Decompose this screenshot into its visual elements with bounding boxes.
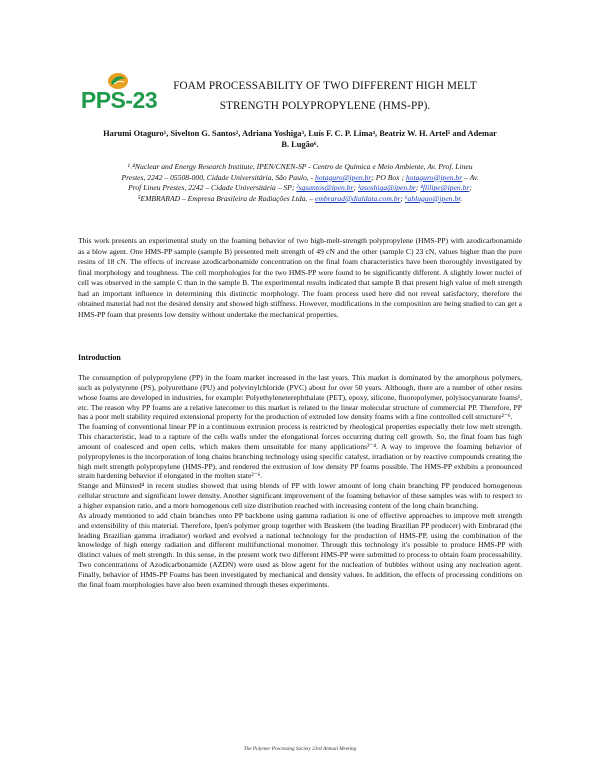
paper-title (160, 76, 490, 116)
email-link[interactable]: hotaguro@ipen.br (315, 172, 372, 182)
email-link[interactable]: ³asoshiga@ipen.br (357, 183, 416, 193)
email-link[interactable]: ⁴flilipe@ipen.br (420, 183, 470, 193)
section-heading-introduction: Introduction (78, 353, 121, 362)
authors-line-1: Harumi Otaguro¹, Sivelton G. Santos², Adriana Yoshiga³, Luís F. C. P. Lima⁴, Beatriz W. H. Artel⁵ and Ademar (103, 129, 497, 138)
affiliation-line-2 (95, 173, 505, 184)
email-link[interactable]: ²sgsantos@ipen.br (296, 183, 354, 193)
affiliation-text: . (460, 193, 463, 203)
authors-line-2: B. Lugão⁶. (281, 140, 319, 149)
introduction-body (78, 373, 522, 590)
email-link[interactable]: hotaguro@ipen.br (405, 172, 463, 182)
affiliation-text: ; (469, 183, 472, 193)
logo-text: PPS-23 (80, 87, 158, 113)
affiliation-line-3 (95, 183, 505, 194)
title-line-2: STRENGTH POLYPROPYLENE (HMS-PP). (219, 100, 431, 112)
intro-paragraph-2: The foaming of conventional linear PP in a continuous extrusion process is restricted by rheological properties especially their low melt strength. This characteristic, lead to a rapture of the cells walls under the elongational forces occurring during cell growth. So, the final foam has high amount of coalesced and open cells, which makes them unsuitable for many applications²⁻⁴. A way to improve the foaming behavior of polypropylenes is the incorporation of long chains branching technology using specific catalyst, irradiation or by reactive compounds creating the high melt strength polypropylene (HMS-PP), and rendered the extrusion of low density PP foams possible. The HMS-PP exhibits a pronounced strain hardening behavior if elongated in the molten state²⁻⁶. (78, 422, 522, 481)
affiliation-line-1: ¹˒⁴Nuclear and Energy Research Institute, IPEN/CNEN-SP - Centro de Química e Meio Ambiente, Av. Prof. Lineu (127, 162, 473, 171)
affiliation-text: ⁵EMBRARAD – Empresa Brasileira de Radiações Ltda. – (137, 193, 315, 203)
affiliation-text: Prof Lineu Prestes, 2242 – Cidade Universitária – SP; (128, 183, 297, 193)
title-line-1: FOAM PROCESSABILITY OF TWO DIFFERENT HIGH MELT (173, 80, 477, 92)
conference-logo (79, 72, 159, 118)
email-link[interactable]: ⁶ablugao@ipen.br (404, 193, 461, 203)
affiliation-text: Prestes, 2242 – 05508-000, Cidade Universitária, São Paulo, - (121, 172, 315, 182)
affiliation-text: ; (415, 183, 421, 193)
affiliation-line-4 (95, 194, 505, 205)
intro-paragraph-4: As already mentioned to add chain branches onto PP backbone using gamma radiation is one of effective approaches to improve melt strength and extensibility of this material. Therefore, Ipen's polymer group together with Braskem (the leading Brazilian PP producer) with Embrarad (the leading Brazilian gamma irradiator) worked and evolved a national technology for the production of HMS-PP, using the combination of the knowledge of high energy radiation and different multifunctional monomer. Through this technology it's possible to produce HMS-PP with distinct values of melt strength. In this sense, in the present work two different HMS-PP were submitted to process to obtain foam processability. Two concentrations of Azodicarbonamide (AZDN) were used as blow agent for the nucleation of bubbles without using any nucleation agent. Finally, behavior of HMS-PP Foams has been investigated by mechanical and density values. In addition, the effects of processing conditions on the final foam morphologies have also been examined through theses experiments. (78, 510, 522, 589)
affiliation-text: ; (353, 183, 358, 193)
page-footer: The Polymer Processing Society 23rd Annual Meeting (243, 746, 357, 752)
affiliation-text: ; (400, 193, 405, 203)
affiliations (95, 162, 505, 204)
intro-paragraph-1: The consumption of polypropylene (PP) in the foam market increased in the last years. This market is dominated by the amorphous polymers, such as polystyrene (PS), polyurethane (PU) and polyvinylchloride (PVC) about for over 50 years. Although, there are a number of other resins whose foams are developed in industries, for example: Polyethyleneterephthalate (PET), epoxy, silicone, fluoropolymer, polyisocyanurate foams¹, etc. The reason why PP foams are a relative latecomer to this market is related to the linear molecular structure of commercial PP. Therefore, PP has a poor melt stability required extensional property for the production of extruded low density foams with a fine controlled cell structure²⁻⁶. (78, 373, 522, 422)
email-link[interactable]: embrarad@dialdata.com.br (315, 193, 401, 203)
affiliation-text: ; PO Box ; (371, 172, 406, 182)
abstract-paragraph: This work presents an experimental study on the foaming behavior of two high-melt-strength polypropylene (HMS-PP) with azodicarbonamide as a blow agent. One HMS-PP sample (sample B) presented melt strength of 49 cN and the other (sample C) 23 cN, values higher than the pure resins of 18 cN. The effects of increase azodicarbonamide concentration on the final foam characteristics have been thoroughly investigated by final morphology and toughness. The cell morphologies for the two HMS-PP were found to be significantly different. A slightly lower nuclei of cell was observed in the sample C than in the sample B. The experimental results indicated that sample B that present high value of melt strength had an important influence in determining this distinctic morphology. The foam process used here did not reveal satisfactory, therefore the obtained material had not the desired density and showed high stiffness. However, modifications in the composition are being studied to can get a HMS-PP foam that presents low density without undertake the mechanical properties. (78, 236, 522, 319)
affiliation-text: – Av. (462, 172, 479, 182)
author-list (78, 128, 522, 150)
intro-paragraph-3: Stange and Münsted⁴ in recent studies showed that using blends of PP with lower amount of long chain branching PP produced homogenous cellular structure and significant lower density. Another significant improvement of the foaming behavior of these samples was with to respect to a higher expansion ratio, and a more homogenous cell size distribution reached with increasing content of the long chain branching. (78, 481, 522, 510)
